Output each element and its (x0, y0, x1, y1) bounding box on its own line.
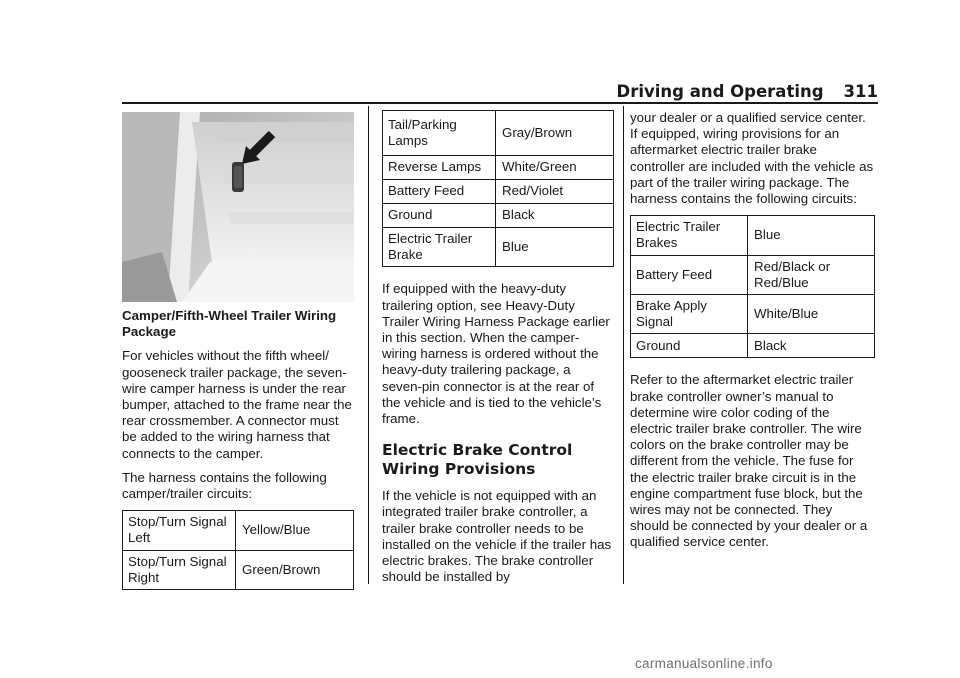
column-divider-1 (368, 106, 369, 584)
table-row (631, 295, 875, 334)
circuit-cell: Ground (383, 204, 496, 228)
circuit-cell: Battery Feed (383, 180, 496, 204)
table-row (631, 216, 875, 255)
color-cell: Blue (496, 228, 614, 267)
section-title: Driving and Operating (616, 82, 824, 101)
column-divider-2 (623, 106, 624, 584)
header-rule (122, 102, 878, 104)
circuit-cell: Stop/Turn Signal Left (123, 511, 236, 550)
table-row (383, 180, 614, 204)
color-cell: Green/Brown (236, 550, 354, 589)
circuit-cell: Electric Trailer Brake (383, 228, 496, 267)
wiring-table-3 (630, 215, 875, 358)
column-3 (630, 110, 875, 559)
color-cell: White/Blue (748, 295, 875, 334)
paragraph: If the vehicle is not equipped with an integrated trailer brake controller, a trailer brake controller needs to be installed on the vehicle if the trailer has electric brakes. The brake controller should be installed by (382, 488, 612, 585)
paragraph: If equipped with the heavy-duty trailering option, see Heavy-Duty Trailer Wiring Harness Package earlier in this section. When the camper-wiring harness is ordered without the heavy-duty trailering package, a seven-pin connector is at the rear of the vehicle and is tied to the vehicle’s frame. (382, 281, 610, 427)
circuit-cell: Battery Feed (631, 255, 748, 294)
circuit-cell: Tail/Parking Lamps (383, 111, 496, 156)
page-header (617, 82, 879, 101)
image-caption: Camper/Fifth-Wheel Trailer Wiring Package (122, 308, 337, 340)
paragraph: For vehicles without the fifth wheel/ gooseneck trailer package, the seven-wire camper harness is under the rear bumper, attached to the frame near the rear crossmember. A connector must be added to the wiring harness that connects to the camper. (122, 348, 352, 461)
table-row (631, 255, 875, 294)
truck-bed-illustration (122, 112, 354, 302)
paragraph: The harness contains the following camper/trailer circuits: (122, 469, 327, 502)
circuit-cell: Brake Apply Signal (631, 295, 748, 334)
table-row (383, 228, 614, 267)
color-cell: Blue (748, 216, 875, 255)
paragraph: Refer to the aftermarket electric trailer brake controller owner’s manual to determine wire color coding of the electric trailer brake controller. The wire colors on the brake controller may be different from the vehicle. The fuse for the electric trailer brake circuit is in the engine compartment fuse block, but the wires may not be connected. They should be connected by your dealer or a qualified service center. (630, 372, 868, 550)
color-cell: Black (496, 204, 614, 228)
color-cell: Red/Violet (496, 180, 614, 204)
column-2 (382, 110, 614, 593)
table-row (383, 156, 614, 180)
section-heading: Electric Brake Control Wiring Provisions (382, 441, 573, 478)
paragraph: your dealer or a qualified service center. If equipped, wiring provisions for an aftermarket electric trailer brake controller are included with the vehicle as part of the trailer wiring package. The harness contains the following circuits: (630, 110, 874, 207)
page-number: 311 (843, 82, 878, 101)
color-cell: Gray/Brown (496, 111, 614, 156)
color-cell: White/Green (496, 156, 614, 180)
watermark: carmanualsonline.info (635, 656, 773, 671)
circuit-cell: Stop/Turn Signal Right (123, 550, 236, 589)
truck-bed-photo (122, 112, 354, 302)
color-cell: Red/Black or Red/Blue (748, 255, 875, 294)
circuit-cell: Reverse Lamps (383, 156, 496, 180)
column-1 (122, 110, 354, 590)
table-row (383, 204, 614, 228)
table-row (631, 334, 875, 358)
table-row (123, 511, 354, 550)
color-cell: Black (748, 334, 875, 358)
wiring-table-2 (382, 110, 614, 267)
circuit-cell: Electric Trailer Brakes (631, 216, 748, 255)
wiring-table-1 (122, 510, 354, 590)
table-row (383, 111, 614, 156)
color-cell: Yellow/Blue (236, 511, 354, 550)
table-row (123, 550, 354, 589)
circuit-cell: Ground (631, 334, 748, 358)
